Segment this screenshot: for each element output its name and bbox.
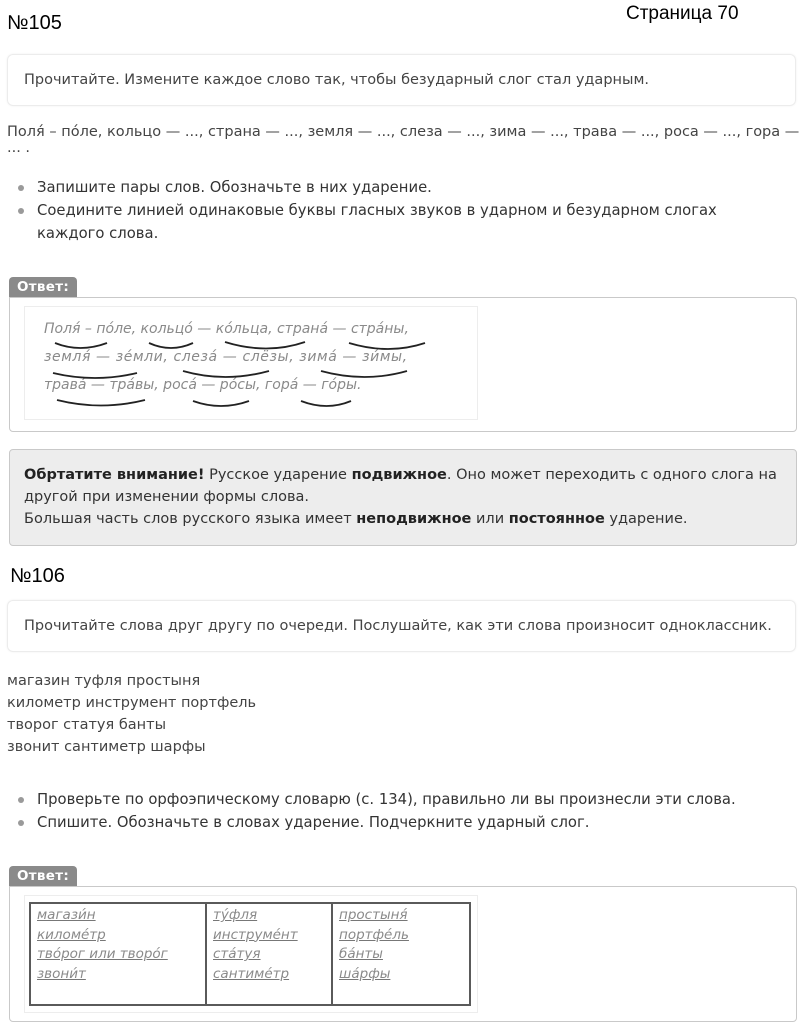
- note-bold: Обртатите внимание!: [24, 467, 205, 483]
- table-word: сантиме́тр: [213, 965, 290, 982]
- answer-tab-106: Ответ:: [9, 866, 77, 886]
- bullet-item: Спишите. Обозначьте в словах ударение. Подчеркните ударный слог.: [14, 811, 774, 834]
- note-text: или: [471, 511, 509, 527]
- table-column: [332, 903, 470, 1005]
- stress-table: [29, 902, 471, 1006]
- note-text: ударение.: [604, 511, 688, 527]
- bullet-item: Проверьте по орфоэпическому словарю (с. 134), правильно ли вы произнесли эти слова.: [14, 788, 774, 811]
- task-105-text: Прочитайте. Измените каждое слово так, чтобы безударный слог стал ударным.: [24, 72, 649, 88]
- table-word: киломе́тр: [37, 926, 106, 943]
- table-word: портфе́ль: [339, 926, 409, 943]
- word-line: звонит сантиметр шарфы: [7, 739, 206, 755]
- task-105-box: [7, 54, 796, 106]
- bullet-item: Соедините линией одинаковые буквы гласных звуков в ударном и безударном слогах каждого слова.: [14, 199, 774, 245]
- table-word: ста́туя: [213, 946, 261, 962]
- words-line-105: Поля́ – по́ле, кольцо — ..., страна — ..., земля — ..., слеза — ..., зима — ..., трава — ..., роса — ..., гора — ... .: [7, 124, 800, 156]
- exercise-106-number: №106: [10, 565, 65, 587]
- task-106-box: [7, 600, 796, 652]
- bullets-105: [14, 176, 774, 245]
- word-line: магазин туфля простыня: [7, 673, 201, 689]
- answer-box-106: [9, 886, 797, 1022]
- note-text: Большая часть слов русского языка имеет: [24, 511, 357, 527]
- bullet-item: Запишите пары слов. Обозначьте в них ударение.: [14, 176, 774, 199]
- answer-box-105: [9, 297, 797, 432]
- note-bold: подвижное: [351, 467, 447, 483]
- word-lines-106: [7, 670, 256, 758]
- exercise-105-number: №105: [7, 12, 62, 34]
- answer-line: Поля́ – по́ле, кольцо́ — ко́льца, страна́ — стра́ны,: [44, 321, 409, 337]
- note-bold: постоянное: [508, 511, 605, 527]
- answer-tab-105: Ответ:: [9, 277, 77, 297]
- note-text: Русское ударение: [204, 467, 352, 483]
- table-word: ша́рфы: [339, 965, 391, 982]
- table-word: инструме́нт: [213, 926, 298, 943]
- table-column: [206, 903, 332, 1005]
- table-column: [30, 903, 206, 1005]
- vowel-link-arcs: [25, 307, 477, 419]
- table-word: ба́нты: [339, 946, 383, 962]
- bullets-106: [14, 788, 774, 834]
- note-text: . Оно может переходить с одного слога на другой при изменении формы слова.: [24, 467, 777, 505]
- word-line: творог статуя банты: [7, 717, 167, 733]
- answer-line: трава́ — тра́вы, роса́ — ро́сы, гора́ — го́ры.: [44, 377, 362, 393]
- note-bold: неподвижное: [356, 511, 472, 527]
- table-word: ту́фля: [213, 907, 258, 923]
- table-word: магази́н: [37, 907, 96, 923]
- page-number: Страница 70: [626, 3, 739, 24]
- task-106-text: Прочитайте слова друг другу по очереди. Послушайте, как эти слова произносит одноклассник.: [24, 618, 772, 634]
- answer-line: земля́ — зе́мли, слеза́ — слёзы, зима́ — зи́мы,: [44, 349, 408, 365]
- table-word: звони́т: [37, 965, 86, 982]
- attention-note: [9, 449, 797, 546]
- table-word: тво́рог или творо́г: [37, 946, 168, 962]
- table-word: простыня́: [339, 907, 408, 923]
- word-line: километр инструмент портфель: [7, 695, 257, 711]
- handwritten-answer-image: [24, 306, 478, 420]
- handwritten-table-image: [24, 895, 478, 1013]
